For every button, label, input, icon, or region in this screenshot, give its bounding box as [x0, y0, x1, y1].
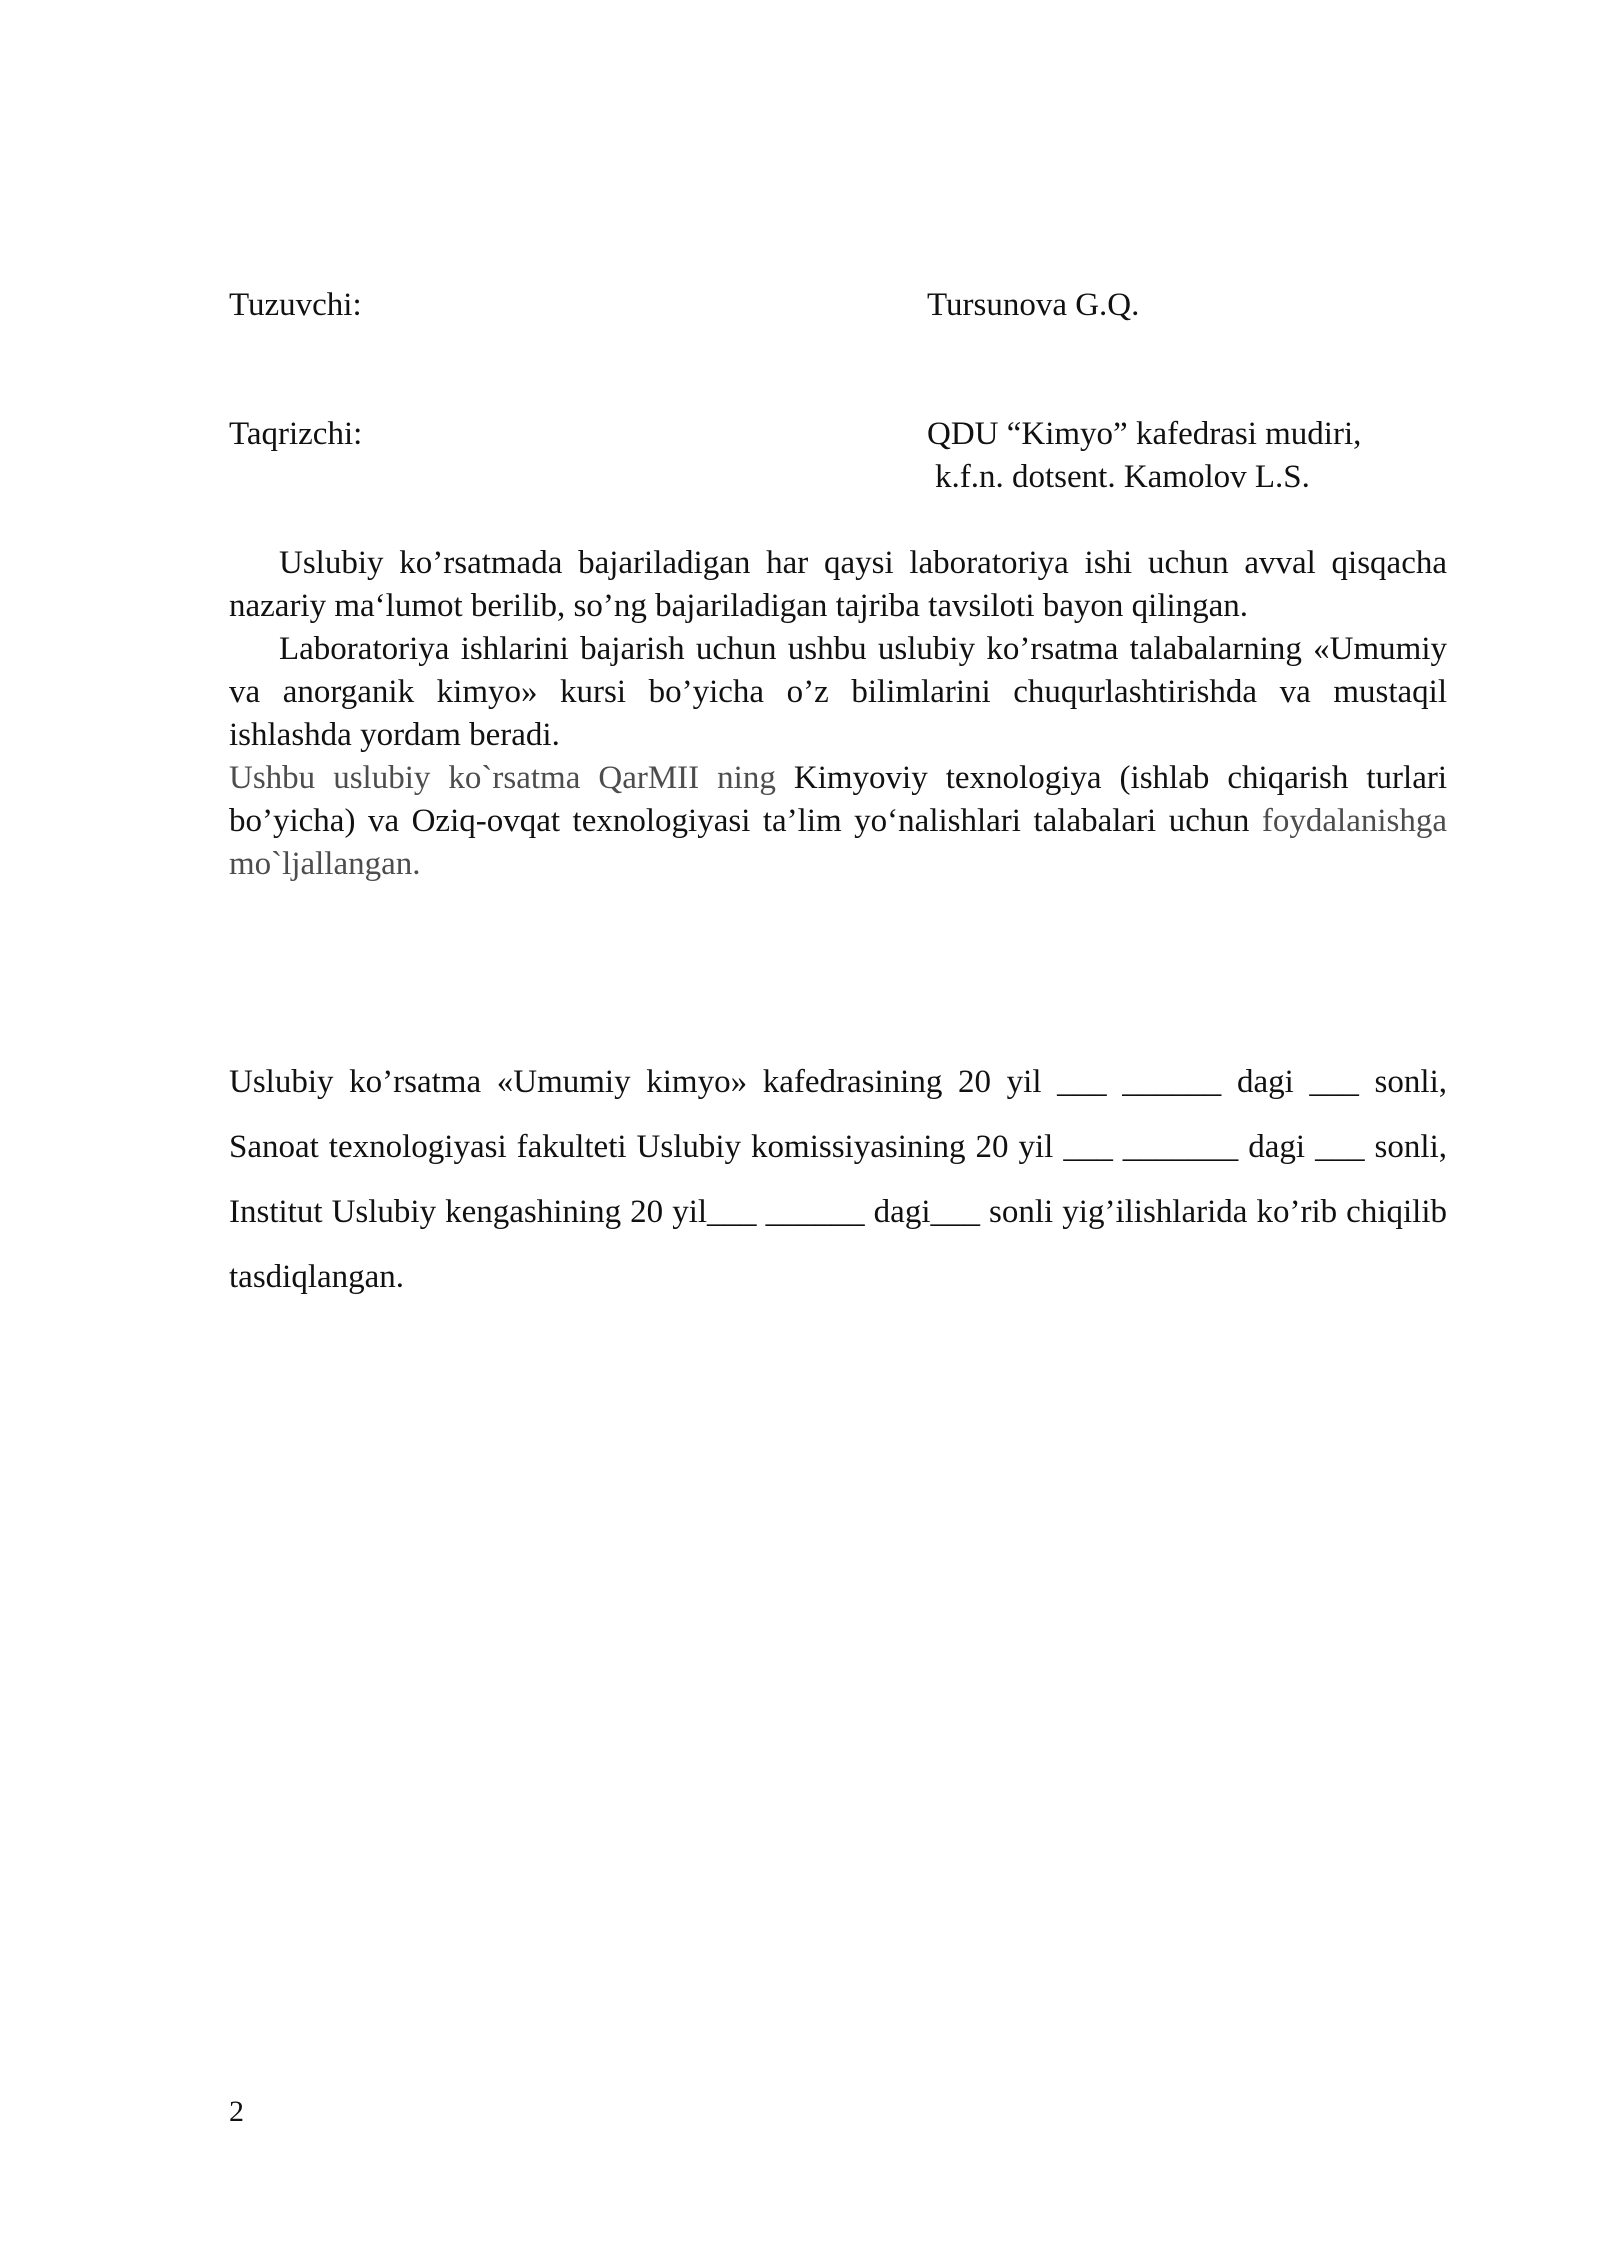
- paragraph-1: Uslubiy ko’rsatmada bajariladigan har qaysi laboratoriya ishi uchun avval qisqacha nazariy ma‘lumot berilib, so’ng bajariladigan tajriba tavsiloti bayon qilingan.: [229, 545, 1447, 624]
- compiler-name: Tursunova G.Q.: [927, 287, 1140, 323]
- approval-statement: Uslubiy ko’rsatma «Umumiy kimyo» kafedrasining 20 yil ___ ______ dagi ___ sonli, Sanoat texnologiyasi fakulteti Uslubiy komissiyasining 20 yil ___ _______ dagi ___ sonli, Institut Uslubiy kengashining 20 yil___ ______ dagi___ sonli yig’ilishlarida ko’rib chiqilib tasdiqlangan.: [229, 1064, 1447, 1295]
- annotation-text: [229, 542, 1447, 886]
- paragraph-2: Laboratoriya ishlarini bajarish uchun ushbu uslubiy ko’rsatma talabalarning «Umumiy va anorganik kimyo» kursi bo’yicha o’z bilimlarini chuqurlashtirishda va mustaqil ishlashda yordam beradi.: [229, 631, 1447, 753]
- reviewer-row: [229, 413, 1449, 499]
- compiler-label: Tuzuvchi:: [229, 287, 362, 323]
- page-number: 2: [229, 2095, 244, 2128]
- reviewer-name: k.f.n. dotsent. Kamolov L.S.: [935, 459, 1310, 495]
- reviewer-position: QDU “Kimyo” kafedrasi mudiri,: [927, 416, 1362, 452]
- paragraph-3-ending: foydalanishga mo`ljallangan.: [229, 803, 1447, 882]
- reviewer-label: Taqrizchi:: [229, 416, 363, 452]
- compiler-row: [229, 284, 1449, 327]
- paragraph-3-intro: Ushbu uslubiy ko`rsatma QarMII ning: [229, 760, 794, 796]
- paragraph-3-body: Kimyoviy texnologiya (ishlab chiqarish turlari bo’yicha) va Oziq-ovqat texnologiyasi ta’lim yo‘nalishlari talabalari uchun: [229, 760, 1448, 839]
- paragraph-3: [229, 757, 1447, 886]
- reviewer-info: [927, 413, 1449, 499]
